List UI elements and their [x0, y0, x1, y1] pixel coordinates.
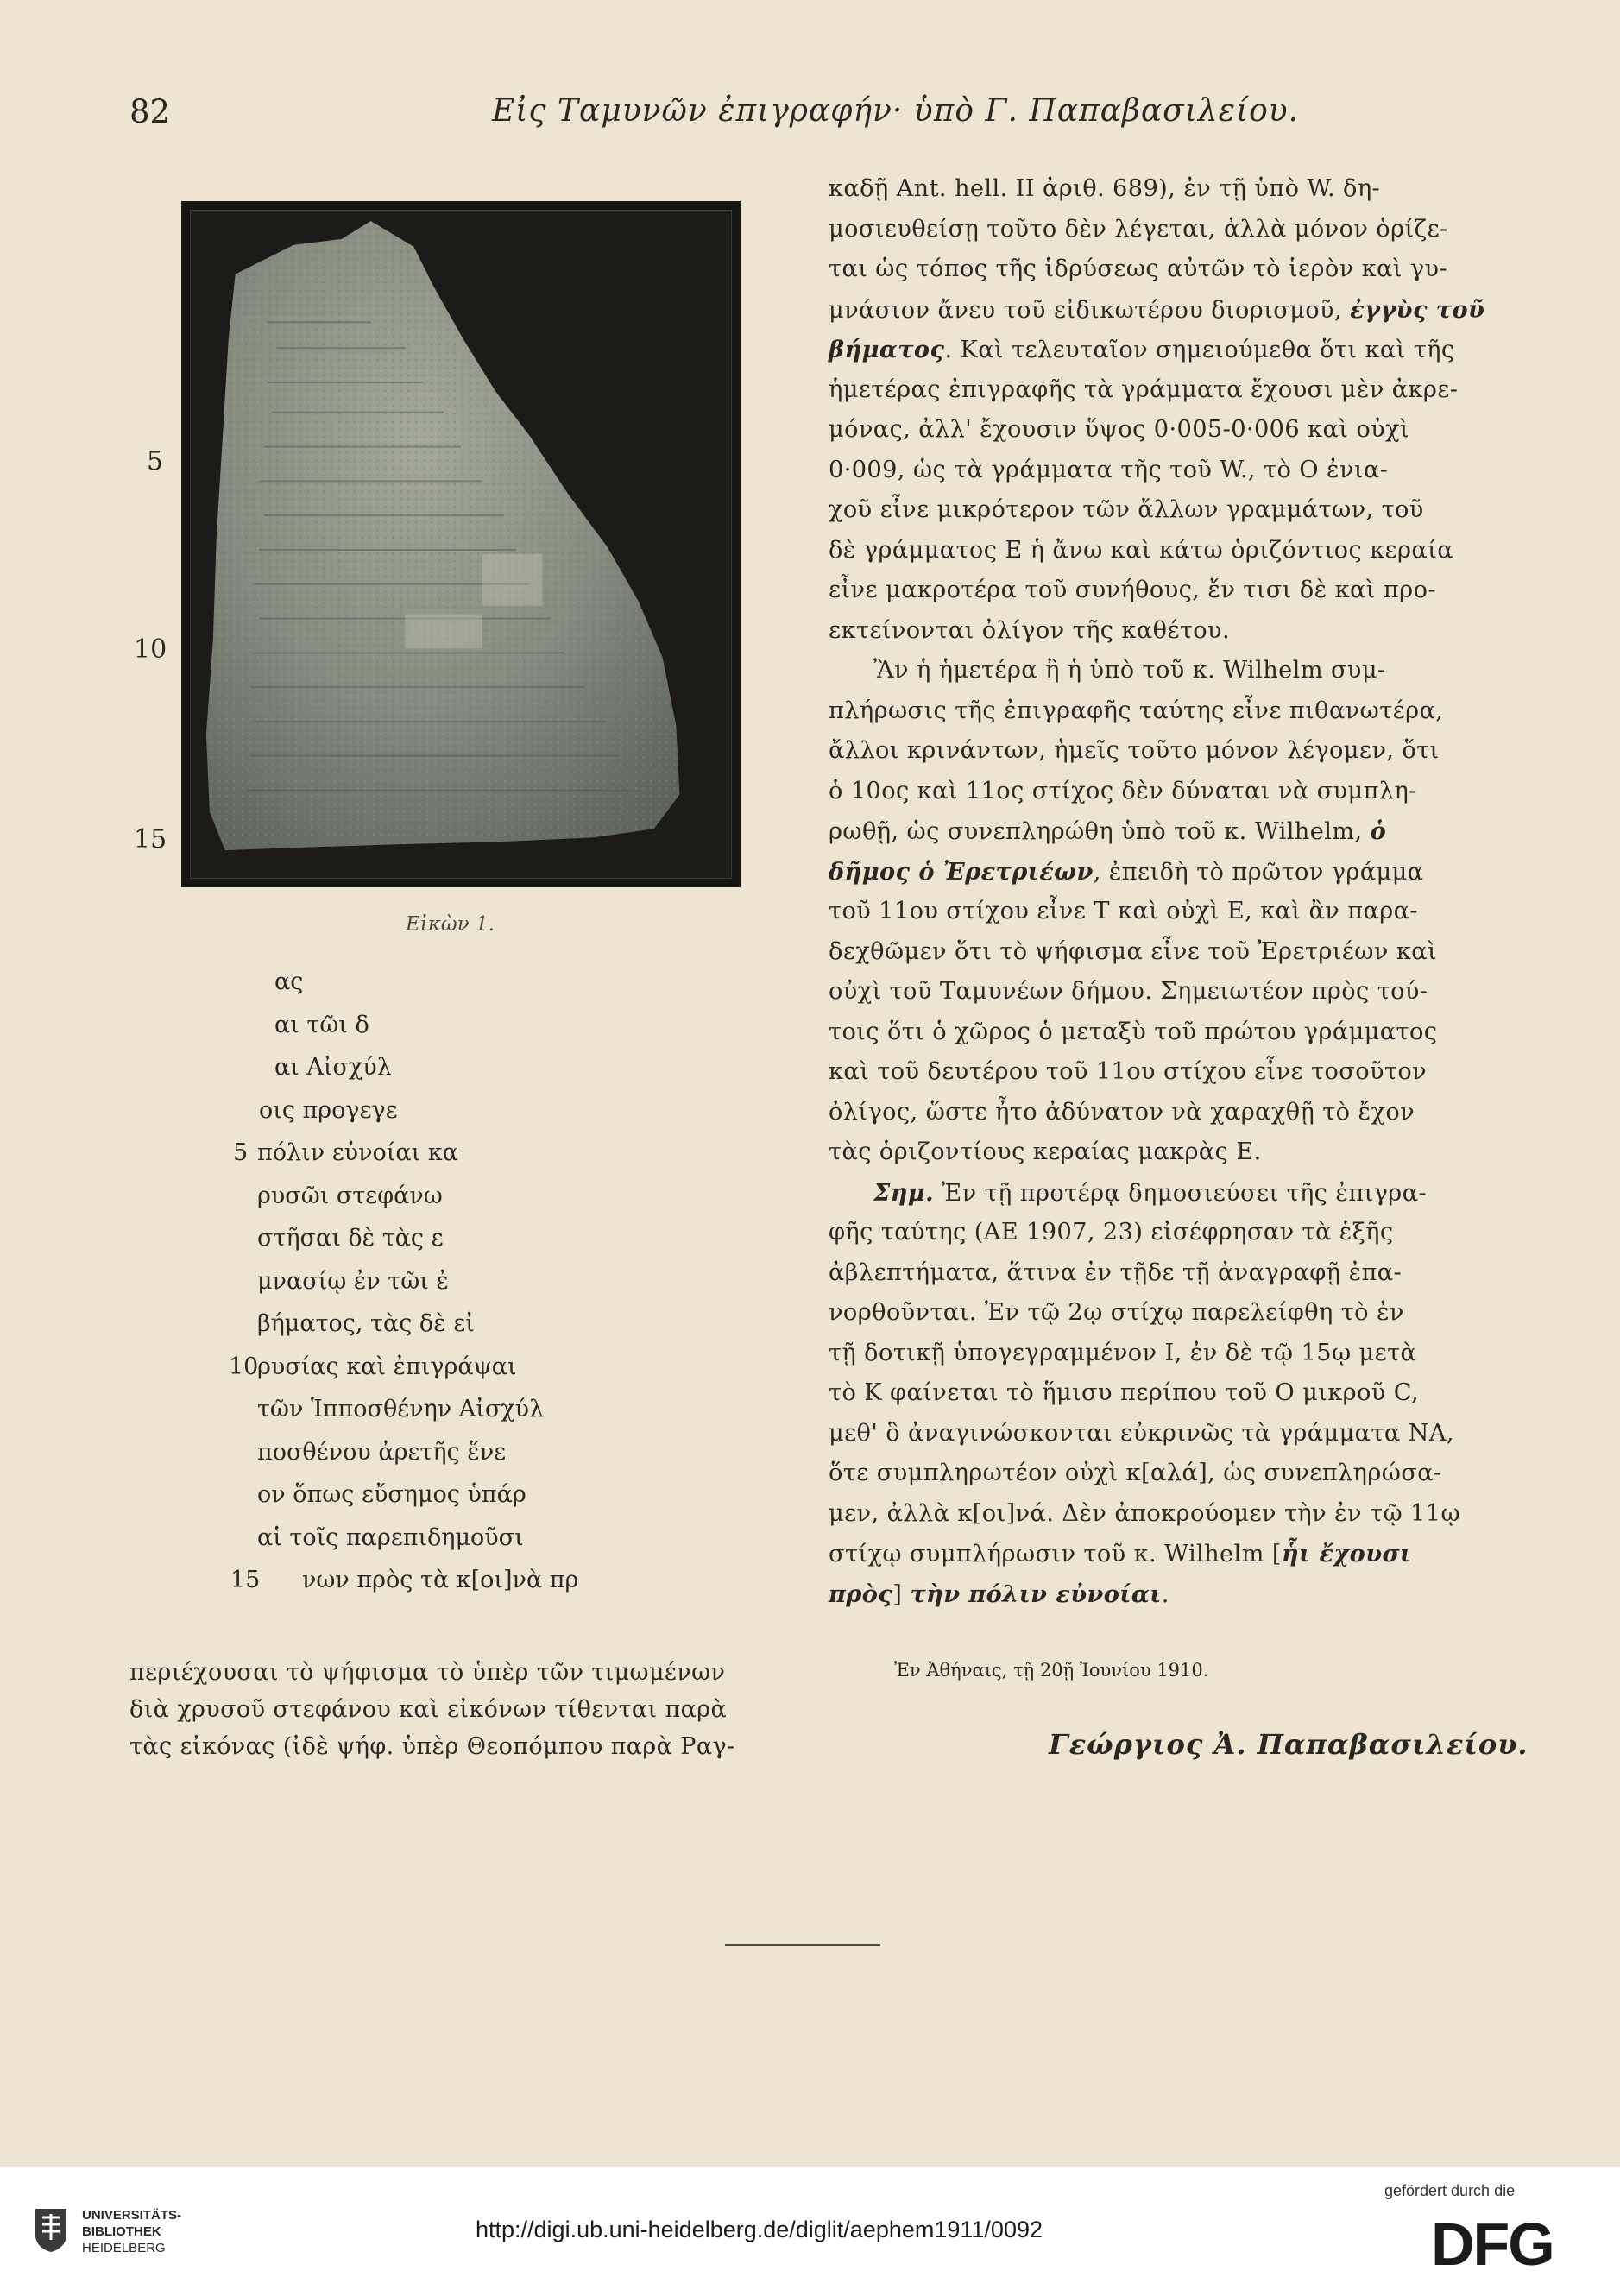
- text-line: καδῇ Ant. hell. II ἀριθ. 689), ἐν τῇ ὑπὸ W. δη-: [829, 175, 1381, 202]
- figure-photo: [181, 201, 741, 887]
- paragraph-start: Ἂν ἡ ἡμετέρα ἢ ἡ ὑπὸ τοῦ κ. Wilhelm συμ-: [873, 657, 1386, 684]
- text-line: φῆς ταύτης (ΑΕ 1907, 23) εἰσέφρησαν τὰ ἑξῆς: [829, 1219, 1394, 1246]
- text-line: ρωθῇ, ὡς συνεπληρώθη ὑπὸ τοῦ κ. Wilhelm, ὁ: [829, 817, 1387, 845]
- author-signature: Γεώργιος Ἀ. Παπαβασιλείου.: [1049, 1728, 1529, 1761]
- note-paragraph-start: Σημ. Ἐν τῇ προτέρᾳ δημοσιεύσει τῆς ἐπιγρα-: [873, 1178, 1428, 1207]
- inscription-line: μνασίῳ ἐν τῶι ἐ: [257, 1267, 449, 1295]
- inscription-line: αἱ τοῖς παρεπιδημοῦσι: [257, 1523, 524, 1551]
- text-line: ἡμετέρας ἐπιγραφῆς τὰ γράμματα ἔχουσι μὲν ἀκρε-: [829, 375, 1459, 403]
- text-line: ται ὡς τόπος τῆς ἱδρύσεως αὐτῶν τὸ ἱερὸν καὶ γυ-: [829, 255, 1448, 282]
- text-line: δῆμος ὁ Ἐρετριέων, ἐπειδὴ τὸ πρῶτον γράμμα: [829, 857, 1424, 886]
- running-header: [121, 93, 1502, 145]
- text-line: νορθοῦνται. Ἐν τῷ 2ῳ στίχῳ παρελείφθη τὸ ἐν: [829, 1299, 1404, 1326]
- text-line: μοσιευθείσῃ τοῦτο δὲν λέγεται, ἀλλὰ μόνον ὁρίζε-: [829, 215, 1448, 243]
- text-line: ὁ 10ος καὶ 11ος στίχος δὲν δύναται νὰ συμπλη-: [829, 777, 1417, 804]
- inscription-line: ποσθένου ἀρετῆς ἕνε: [257, 1438, 507, 1466]
- stone-fragment-drawing: [191, 211, 731, 878]
- text-line: μνάσιον ἄνευ τοῦ εἰδικωτέρου διορισμοῦ, ἐγγὺς τοῦ: [829, 295, 1485, 324]
- page-number: 82: [129, 93, 171, 130]
- dfg-logo: DFG: [1431, 2211, 1554, 2278]
- funding-note: gefördert durch die: [1384, 2182, 1516, 2199]
- text-line: τῇ δοτικῇ ὑπογεγραμμένον Ι, ἐν δὲ τῷ 15ῳ μετὰ: [829, 1339, 1417, 1366]
- text-line: καὶ τοῦ δευτέρου τοῦ 11ου στίχου εἶνε τοσοῦτον: [829, 1058, 1428, 1085]
- text-line: πρὸς] τὴν πόλιν εὐνοίαι.: [829, 1580, 1169, 1608]
- text-line: ὀλίγος, ὥστε ἦτο ἀδύνατον νὰ χαραχθῇ τὸ ἔχον: [829, 1098, 1415, 1126]
- figure-caption: Εἰκὼν 1.: [406, 913, 495, 936]
- text-line: μόνας, ἀλλ' ἔχουσιν ὕψος 0·005-0·006 καὶ οὐχὶ: [829, 416, 1409, 443]
- inscription-line: ον ὅπως εὔσημος ὑπάρ: [257, 1481, 526, 1508]
- text-line: δὲ γράμματος Ε ἡ ἄνω καὶ κάτω ὁριζόντιος κεραία: [829, 536, 1453, 564]
- text-line: ὅτε συμπληρωτέον οὐχὶ κ[αλά], ὡς συνεπληρώσα-: [829, 1460, 1442, 1486]
- line-number-15: 15: [134, 824, 167, 855]
- end-rule-divider: [725, 1944, 880, 1946]
- text-line: εκτείνονται ὀλίγον τῆς καθέτου.: [829, 616, 1231, 644]
- university-library-name: UNIVERSITÄTS- BIBLIOTHEK HEIDELBERG: [82, 2208, 182, 2255]
- inscription-line: αι τῶι δ: [274, 1011, 369, 1038]
- text-line: περιέχουσαι τὸ ψήφισμα τὸ ὑπὲρ τῶν τιμωμένων: [129, 1659, 726, 1686]
- inscription-transcription: [220, 968, 634, 1610]
- inscription-line: 5 πόλιν εὐνοίαι κα: [233, 1139, 458, 1166]
- text-line: ἄλλοι κρινάντων, ἡμεῖς τοῦτο μόνον λέγομεν, ὅτι: [829, 737, 1440, 764]
- text-line: τοις ὅτι ὁ χῶρος ὁ μεταξὺ τοῦ πρώτου γράμματος: [829, 1018, 1438, 1045]
- inscription-line: στῆσαι δὲ τὰς ε: [257, 1225, 444, 1252]
- text-line: εἶνε μακροτέρα τοῦ συνήθους, ἔν τισι δὲ καὶ προ-: [829, 577, 1436, 603]
- text-line: στίχῳ συμπλήρωσιν τοῦ κ. Wilhelm [ἧι ἔχουσι: [829, 1540, 1412, 1567]
- text-line: διὰ χρυσοῦ στεφάνου καὶ εἰκόνων τίθενται παρὰ: [129, 1696, 728, 1723]
- text-line: μεθ' ὃ ἀναγινώσκονται εὐκρινῶς τὰ γράμματα ΝΑ,: [829, 1419, 1454, 1447]
- text-line: τὰς ὁριζοντίους κεραίας μακρὰς Ε.: [829, 1139, 1262, 1165]
- text-line: τοῦ 11ου στίχου εἶνε Τ καὶ οὐχὶ Ε, καὶ ἂν παρα-: [829, 898, 1418, 924]
- inscription-line: ρυσῶι στεφάνω: [257, 1182, 443, 1209]
- inscription-line: 10 ρυσίας καὶ ἐπιγράψαι: [229, 1353, 517, 1380]
- source-url-link[interactable]: http://digi.ub.uni-heidelberg.de/diglit/aephem1911/0092: [476, 2217, 1043, 2242]
- inscription-line: ας: [274, 968, 304, 995]
- inscription-stone-image: [190, 210, 732, 879]
- university-seal-icon: [30, 2205, 72, 2254]
- line-number-10: 10: [134, 634, 167, 665]
- inscription-line: 15 νων πρὸς τὰ κ[οι]νὰ πρ: [230, 1567, 579, 1593]
- inscription-line: οις προγεγε: [259, 1096, 398, 1124]
- dateline: Ἐν Ἀθήναις, τῇ 20ῇ Ἰουνίου 1910.: [894, 1660, 1209, 1681]
- text-line: βήματος. Καὶ τελευταῖον σημειούμεθα ὅτι καὶ τῆς: [829, 336, 1455, 363]
- right-column-text: [829, 169, 1493, 1614]
- line-number-5: 5: [147, 446, 164, 476]
- text-line: χοῦ εἶνε μικρότερον τῶν ἄλλων γραμμάτων, τοῦ: [829, 496, 1424, 523]
- text-line: μεν, ἀλλὰ κ[οι]νά. Δὲν ἀποκρούομεν τὴν ἐν τῷ 11ῳ: [829, 1499, 1461, 1527]
- inscription-line: τῶν Ἱπποσθένην Αἰσχύλ: [257, 1396, 545, 1422]
- text-line: τὰς εἰκόνας (ἰδὲ ψήφ. ὑπὲρ Θεοπόμπου παρὰ Ραγ-: [129, 1733, 735, 1760]
- text-line: πλήρωσις τῆς ἐπιγραφῆς ταύτης εἶνε πιθανωτέρα,: [829, 697, 1444, 724]
- inscription-line: βήματος, τὰς δὲ εἰ: [257, 1310, 475, 1337]
- running-title: Εἰς Ταμυνῶν ἐπιγραφήν· ὑπὸ Γ. Παπαβασιλείου.: [492, 93, 1300, 129]
- university-library-logo: [30, 2205, 220, 2257]
- left-column-continuation: [129, 1654, 785, 1765]
- text-line: δεχθῶμεν ὅτι τὸ ψήφισμα εἶνε τοῦ Ἐρετριέων καὶ: [829, 937, 1438, 965]
- text-line: οὐχὶ τοῦ Ταμυνέων δήμου. Σημειωτέον πρὸς τού-: [829, 978, 1428, 1005]
- text-line: τὸ Κ φαίνεται τὸ ἥμισυ περίπου τοῦ Ο μικροῦ C,: [829, 1379, 1420, 1406]
- inscription-line: αι Αἰσχύλ: [274, 1054, 392, 1081]
- text-line: 0·009, ὡς τὰ γράμματα τῆς τοῦ W., τὸ Ο ἐνια-: [829, 456, 1389, 483]
- text-line: ἀβλεπτήματα, ἅτινα ἐν τῇδε τῇ ἀναγραφῇ ἐπα-: [829, 1258, 1403, 1286]
